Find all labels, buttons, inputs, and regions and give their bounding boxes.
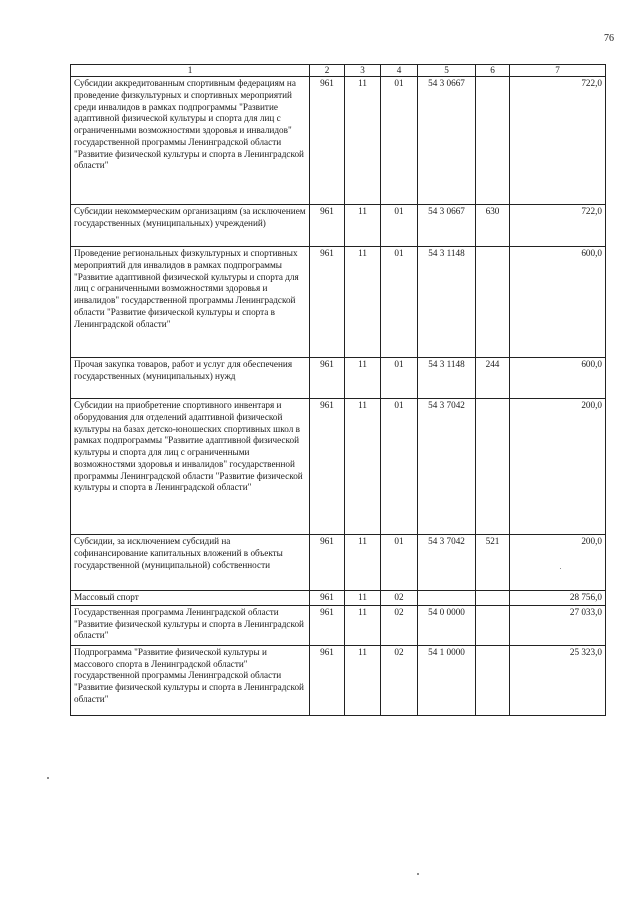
header-col-6: 6	[476, 65, 510, 77]
row-grbs: 961	[310, 205, 345, 247]
budget-table	[70, 64, 606, 716]
row-rz: 11	[345, 247, 381, 358]
scan-speck	[560, 568, 561, 569]
row-rz: 11	[345, 645, 381, 715]
row-rz: 11	[345, 358, 381, 399]
row-name: Подпрограмма "Развитие физической культуры и массового спорта в Ленинградской области" государственной программы Ленинградской области "Развитие физической культуры и спорта в Ленинградской области"	[71, 645, 310, 715]
row-grbs: 961	[310, 605, 345, 645]
row-vr	[476, 247, 510, 358]
row-pr: 01	[381, 535, 418, 591]
table-row	[71, 247, 606, 358]
row-rz: 11	[345, 591, 381, 606]
table-row	[71, 77, 606, 205]
row-csr: 54 3 7042	[418, 399, 476, 535]
row-pr: 01	[381, 358, 418, 399]
row-grbs: 961	[310, 591, 345, 606]
table-row	[71, 591, 606, 606]
row-name: Прочая закупка товаров, работ и услуг для обеспечения государственных (муниципальных) нужд	[71, 358, 310, 399]
row-pr: 02	[381, 605, 418, 645]
row-name: Субсидии на приобретение спортивного инвентаря и оборудования для отделений адаптивной физической культуры на базах детско-юношеских спортивных школ в рамках подпрограммы "Развитие адаптивной физической культуры и спорта для лиц с ограниченными возможностями здоровья и инвалидов" государственной программы Ленинградской области "Развитие физической культуры и спорта в Ленинградской области"	[71, 399, 310, 535]
row-sum: 600,0	[510, 247, 606, 358]
scan-speck	[47, 777, 49, 779]
row-csr: 54 1 0000	[418, 645, 476, 715]
row-pr: 01	[381, 77, 418, 205]
row-csr: 54 3 0667	[418, 205, 476, 247]
row-sum: 27 033,0	[510, 605, 606, 645]
row-pr: 01	[381, 205, 418, 247]
row-pr: 02	[381, 645, 418, 715]
row-grbs: 961	[310, 358, 345, 399]
row-pr: 01	[381, 247, 418, 358]
row-sum: 722,0	[510, 77, 606, 205]
row-csr	[418, 591, 476, 606]
row-csr: 54 3 0667	[418, 77, 476, 205]
row-grbs: 961	[310, 77, 345, 205]
row-name: Субсидии, за исключением субсидий на софинансирование капитальных вложений в объекты государственной (муниципальной) собственности	[71, 535, 310, 591]
scan-speck	[417, 873, 419, 875]
row-rz: 11	[345, 205, 381, 247]
row-vr: 630	[476, 205, 510, 247]
row-pr: 02	[381, 591, 418, 606]
row-csr: 54 3 1148	[418, 358, 476, 399]
row-vr	[476, 399, 510, 535]
header-col-7: 7	[510, 65, 606, 77]
row-name: Массовый спорт	[71, 591, 310, 606]
table-row	[71, 205, 606, 247]
table-row	[71, 358, 606, 399]
page-number: 76	[604, 33, 614, 44]
row-rz: 11	[345, 77, 381, 205]
row-sum: 200,0	[510, 399, 606, 535]
row-grbs: 961	[310, 399, 345, 535]
row-sum: 200,0	[510, 535, 606, 591]
header-col-3: 3	[345, 65, 381, 77]
row-grbs: 961	[310, 247, 345, 358]
table-row	[71, 605, 606, 645]
header-col-1: 1	[71, 65, 310, 77]
header-col-5: 5	[418, 65, 476, 77]
row-grbs: 961	[310, 535, 345, 591]
row-vr	[476, 591, 510, 606]
row-name: Субсидии аккредитованным спортивным федерациям на проведение физкультурных и спортивных мероприятий среди инвалидов в рамках подпрограммы "Развитие адаптивной физической культуры и спорта для лиц с ограниченными возможностями здоровья и инвалидов" государственной программы Ленинградской области "Развитие физической культуры и спорта в Ленинградской области"	[71, 77, 310, 205]
row-vr	[476, 77, 510, 205]
row-name: Государственная программа Ленинградской области "Развитие физической культуры и спорта в Ленинградской области"	[71, 605, 310, 645]
row-sum: 722,0	[510, 205, 606, 247]
row-csr: 54 3 1148	[418, 247, 476, 358]
row-sum: 600,0	[510, 358, 606, 399]
row-csr: 54 3 7042	[418, 535, 476, 591]
table-row	[71, 645, 606, 715]
row-rz: 11	[345, 535, 381, 591]
row-sum: 25 323,0	[510, 645, 606, 715]
row-vr: 521	[476, 535, 510, 591]
row-vr	[476, 605, 510, 645]
row-name: Субсидии некоммерческим организациям (за исключением государственных (муниципальных) учреждений)	[71, 205, 310, 247]
table-row	[71, 535, 606, 591]
row-sum: 28 756,0	[510, 591, 606, 606]
table-row	[71, 399, 606, 535]
row-grbs: 961	[310, 645, 345, 715]
row-vr	[476, 645, 510, 715]
row-pr: 01	[381, 399, 418, 535]
header-col-4: 4	[381, 65, 418, 77]
row-rz: 11	[345, 605, 381, 645]
row-csr: 54 0 0000	[418, 605, 476, 645]
row-rz: 11	[345, 399, 381, 535]
header-row	[71, 65, 606, 77]
row-vr: 244	[476, 358, 510, 399]
row-name: Проведение региональных физкультурных и спортивных мероприятий для инвалидов в рамках подпрограммы "Развитие адаптивной физической культуры и спорта для лиц с ограниченными возможностями здоровья и инвалидов" государственной программы Ленинградской области "Развитие физической культуры и спорта в Ленинградской области"	[71, 247, 310, 358]
header-col-2: 2	[310, 65, 345, 77]
